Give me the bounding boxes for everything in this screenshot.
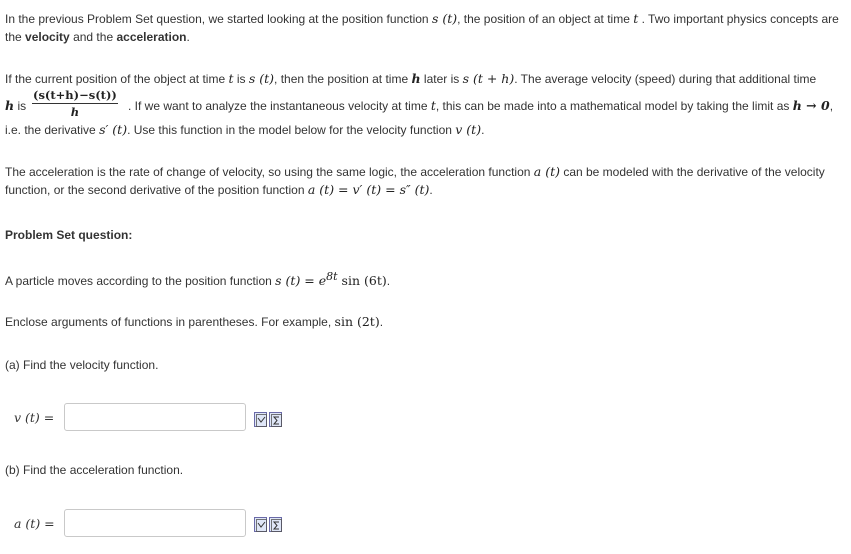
velocity-model-line1: If the current position of the object at time t is s (t), then the position at time h later is s (t + h). The average velocity (speed) during that additional time (5, 71, 817, 86)
part-a-prompt: (a) Find the velocity function. (5, 358, 159, 372)
acceleration-answer-input[interactable] (64, 509, 246, 537)
acceleration-label: a (t) = (14, 516, 55, 531)
problem-set-heading: Problem Set question: (5, 228, 133, 242)
sigma-palette-icon[interactable] (269, 412, 282, 427)
particle-statement: A particle moves according to the position function s $(t) = e^{8t}$ sin (6t). (5, 270, 391, 289)
velocity-answer-input[interactable] (64, 403, 246, 431)
sigma-palette-icon[interactable] (269, 517, 282, 532)
velocity-model-line2-rest: . If we want to analyze the instantaneous velocity at time t, this can be made into a mathematical model by taking the limit as h → 0, (128, 98, 834, 113)
part-b-prompt: (b) Find the acceleration function. (5, 463, 184, 477)
velocity-label: v (t) = (14, 410, 55, 425)
equation-editor-icon[interactable] (254, 412, 267, 427)
acceleration-paragraph: The acceleration is the rate of change of velocity, so using the same logic, the acceleration function a (t) can be modeled with the derivative of the velocity function, or the second derivative of the position function a (t) = v′ (t) = s″ (t). (5, 164, 825, 197)
parentheses-hint: Enclose arguments of functions in parentheses. For example, sin (2t). (5, 314, 384, 329)
intro-paragraph: In the previous Problem Set question, we started looking at the position function s (t), the position of an object at time t . Two important physics concepts are the velocity and the acceleration. (5, 11, 839, 44)
velocity-model-line3: i.e. the derivative s′ (t). Use this function in the model below for the velocity function v (t). (5, 122, 485, 137)
average-velocity-fraction: $\frac{(s(t+h)-s(t))}{h}$ (33, 88, 117, 119)
velocity-model-line2: h is (5, 98, 27, 113)
equation-editor-icon[interactable] (254, 517, 267, 532)
